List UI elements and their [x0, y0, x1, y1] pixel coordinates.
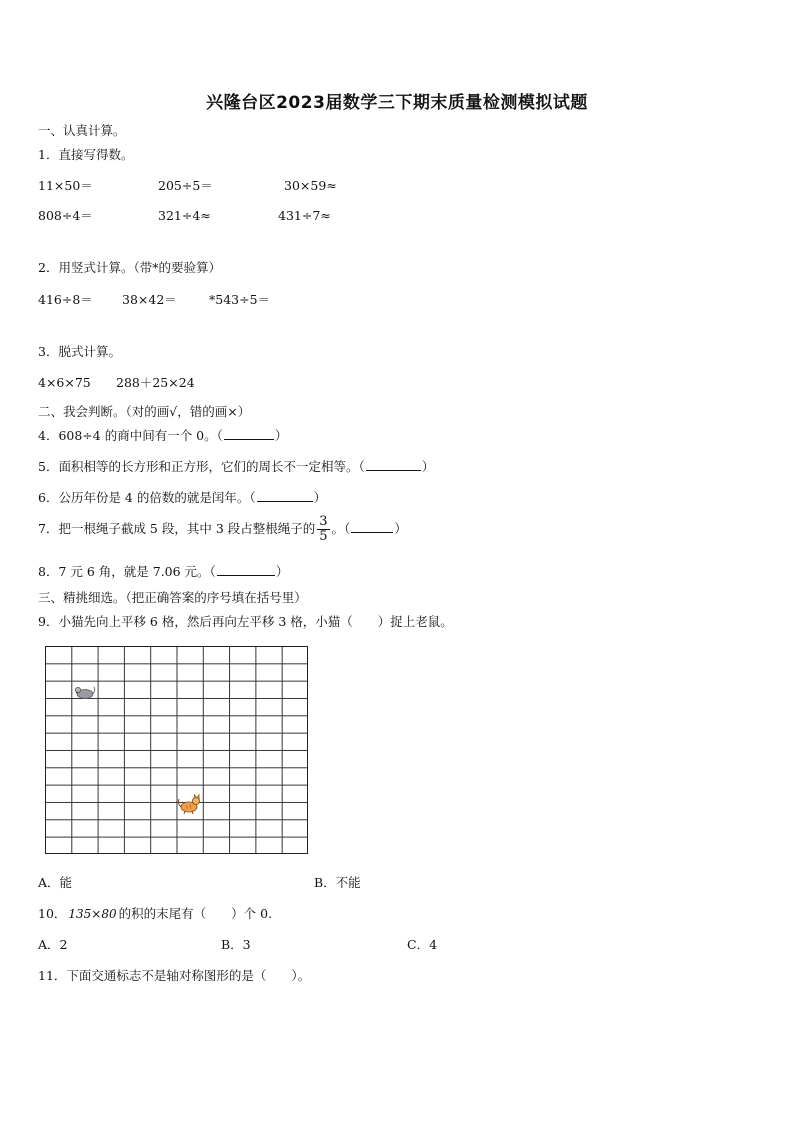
q10-prefix: 10． [38, 906, 67, 921]
q8-end: ） [275, 564, 289, 579]
q10-expression: 135×80 [68, 907, 117, 921]
q6 [38, 489, 326, 506]
q4-end: ） [274, 428, 288, 443]
q2-item-1: 416÷8＝ [38, 292, 93, 307]
q5-text: 5．面积相等的长方形和正方形，它们的周长不一定相等。（ [38, 459, 365, 474]
q7-answer-blank[interactable] [351, 520, 393, 533]
q6-end: ） [313, 490, 327, 505]
q9-text: 9．小猫先向上平移 6 格，然后再向左平移 3 格，小猫（ ）捉上老鼠。 [38, 614, 453, 629]
section-1-heading: 一、认真计算。 [38, 123, 126, 138]
q8-text: 8．7 元 6 角，就是 7.06 元。（ [38, 564, 216, 579]
q7-after: 。（ [331, 521, 351, 536]
q10-option-a[interactable]: A．2 [38, 937, 68, 952]
section-2-heading: 二、我会判断。（对的画√，错的画×） [38, 404, 251, 419]
q9-option-a[interactable]: A．能 [38, 875, 73, 890]
section-3-heading: 三、精挑细选。（把正确答案的序号填在括号里） [38, 590, 307, 605]
q1-r1-c1: 11×50＝ [38, 178, 93, 193]
q4-answer-blank[interactable] [224, 427, 274, 440]
q2-item-3: *543÷5＝ [209, 292, 271, 307]
q7-fraction-numerator: 3 [319, 514, 328, 529]
q7-fraction [317, 515, 329, 544]
q7-end: ） [394, 521, 407, 536]
q7-fraction-denominator: 5 [319, 529, 328, 544]
q2-label: 2．用竖式计算。（带*的要验算） [38, 260, 221, 275]
q9-option-b[interactable]: B．不能 [314, 875, 361, 890]
q1-r1-c3: 30×59≈ [284, 178, 337, 193]
q6-text: 6．公历年份是 4 的倍数的就是闰年。（ [38, 490, 256, 505]
q5-end: ） [421, 459, 435, 474]
q1-r2-c1: 808÷4＝ [38, 208, 93, 223]
q10-option-b[interactable]: B．3 [221, 937, 251, 952]
q1-r2-c3: 431÷7≈ [278, 208, 331, 223]
q1-label: 1．直接写得数。 [38, 147, 134, 162]
q7-text: 7．把一根绳子截成 5 段，其中 3 段占整根绳子的 [38, 521, 316, 536]
q2-item-2: 38×42＝ [122, 292, 177, 307]
q5 [38, 458, 434, 475]
q9-grid [45, 646, 308, 854]
q10-option-c[interactable]: C．4 [407, 937, 438, 952]
q10 [38, 906, 272, 922]
q10-suffix: 的积的末尾有（ ）个 0. [118, 906, 273, 921]
q1-r2-c2: 321÷4≈ [158, 208, 211, 223]
q3-label: 3．脱式计算。 [38, 344, 121, 359]
q7 [38, 515, 407, 544]
q3-item-2: 288＋25×24 [116, 375, 195, 390]
q5-answer-blank[interactable] [366, 458, 421, 471]
q4-text: 4．608÷4 的商中间有一个 0。（ [38, 428, 223, 443]
q8-answer-blank[interactable] [217, 563, 275, 576]
mouse-icon [72, 684, 96, 700]
page-title: 兴隆台区2023届数学三下期末质量检测模拟试题 [206, 93, 588, 113]
q3-item-1: 4×6×75 [38, 375, 91, 390]
q1-r1-c2: 205÷5＝ [158, 178, 213, 193]
q4 [38, 427, 287, 444]
q11-text: 11．下面交通标志不是轴对称图形的是（ ）。 [38, 968, 311, 983]
q6-answer-blank[interactable] [257, 489, 313, 502]
cat-icon [176, 793, 202, 815]
q8 [38, 563, 288, 580]
